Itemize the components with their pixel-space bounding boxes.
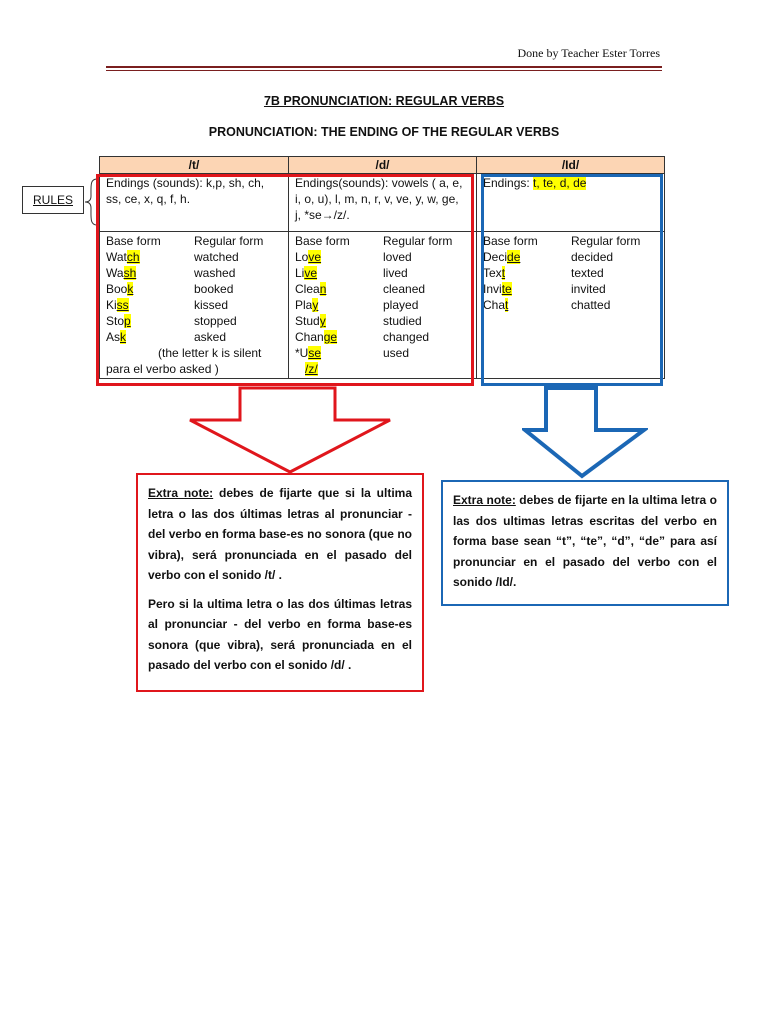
base-form: Text (483, 266, 506, 280)
base-form: Chat (483, 298, 509, 312)
extra-note-label: Extra note: (453, 493, 516, 507)
base-form: Live (295, 266, 318, 280)
ending-highlight: de (507, 250, 521, 264)
regular-form: kissed (194, 298, 229, 312)
regular-form: asked (194, 330, 227, 344)
header-rule (106, 66, 662, 68)
regular-form: loved (383, 250, 412, 264)
extra-note-label: Extra note: (148, 486, 214, 500)
regular-form: lived (383, 266, 408, 280)
base-form: *Use (295, 346, 322, 360)
z-sound-label: /z/ (305, 362, 318, 376)
endings-id-highlight: t, te, d, de (533, 176, 587, 190)
extra-note-id: Extra note: debes de fijarte en la ultima letra o las dos ultimas letras escritas del verbo en forma base sean “t”, “te”, “d”, “de” para así pronunciar en el pasado del verbo con el sonido /Id/. (441, 480, 729, 606)
ending-highlight: k (127, 282, 134, 296)
table-header-row (100, 157, 665, 174)
verb-list: Base form Regular form Decide decided Text texted Invite invited Chat chatted (483, 233, 658, 313)
base-form: Watch (106, 250, 140, 264)
ending-highlight: ve (304, 266, 318, 280)
base-form: Ask (106, 330, 127, 344)
extra-note-voiced-voiceless: Extra note: debes de fijarte que si la ultima letra o las dos últimas letras al pronunciar - del verbo en forma base-es no sonora (que no vibra), será pronunciada en el pasado del verbo con el sonido /t/ . Pero si la ultima letra o las dos últimas letras al pronunciar - del verbo en forma base-es sonora (que vibra), será pronunciada en el pasado del verbo con el sonido /d/ . (136, 473, 424, 692)
ending-highlight: ss (116, 298, 129, 312)
base-form: Love (295, 250, 322, 264)
regular-form: invited (571, 282, 606, 296)
ending-highlight: ch (126, 250, 140, 264)
ending-highlight: ve (308, 250, 322, 264)
ending-highlight: t (505, 298, 509, 312)
heading-id: /Id/ (477, 157, 665, 174)
base-form: Invite (483, 282, 512, 296)
regular-form: decided (571, 250, 614, 264)
ending-highlight: se (308, 346, 322, 360)
verb-list: Base form Regular form Love loved Live lived Clean cleaned Play played Study studied Change changed *Use used (295, 233, 470, 361)
endings-id: Endings: t, te, d, de (477, 174, 665, 232)
regular-form: studied (383, 314, 422, 328)
heading-d: /d/ (289, 157, 477, 174)
regular-form: texted (571, 266, 604, 280)
regular-form: cleaned (383, 282, 426, 296)
rules-label: RULES (22, 186, 84, 214)
base-form: Wash (106, 266, 137, 280)
verbs-t (100, 232, 289, 379)
ending-highlight: ge (323, 330, 338, 344)
author-credit: Done by Teacher Ester Torres (517, 46, 660, 60)
endings-t: Endings (sounds): k,p, sh, ch, ss, ce, x, q, f, h. (100, 174, 289, 232)
ending-highlight: k (120, 330, 127, 344)
ending-highlight: y (319, 314, 326, 328)
base-form: Stop (106, 314, 131, 328)
red-down-arrow-icon (186, 386, 396, 476)
regular-form: washed (194, 266, 236, 280)
curly-brace-icon (84, 178, 98, 226)
silent-k-note-2: para el verbo asked ) (106, 362, 219, 376)
base-form: Change (295, 330, 338, 344)
ending-highlight: n (319, 282, 327, 296)
regular-form: used (383, 346, 410, 360)
ending-highlight: te (501, 282, 512, 296)
ending-highlight: t (501, 266, 506, 280)
ending-highlight: sh (123, 266, 137, 280)
base-form: Book (106, 282, 134, 296)
regular-form: stopped (194, 314, 237, 328)
base-form: Kiss (106, 298, 129, 312)
verbs-d (289, 232, 477, 379)
regular-form: played (383, 298, 419, 312)
ending-highlight: p (124, 314, 131, 328)
endings-d: Endings(sounds): vowels ( a, e, i, o, u), l, m, n, r, v, ve, y, w, ge, j, *se→/z/. (289, 174, 477, 232)
verbs-id (477, 232, 665, 379)
base-form: Study (295, 314, 326, 328)
endings-row (100, 174, 665, 232)
base-form: Play (295, 298, 319, 312)
blue-down-arrow-icon (522, 386, 648, 480)
verbs-row (100, 232, 665, 379)
header-rule-thin (106, 70, 662, 71)
verb-pronunciation-table (99, 156, 665, 379)
base-form: Clean (295, 282, 327, 296)
regular-form: chatted (571, 298, 611, 312)
page-subtitle: PRONUNCIATION: THE ENDING OF THE REGULAR VERBS (208, 125, 560, 139)
regular-form: changed (383, 330, 430, 344)
base-form: Decide (483, 250, 521, 264)
regular-form: booked (194, 282, 234, 296)
page-title: 7B PRONUNCIATION: REGULAR VERBS (263, 94, 505, 108)
silent-k-note: (the letter k is silent (158, 346, 262, 360)
regular-form: watched (194, 250, 239, 264)
heading-t: /t/ (100, 157, 289, 174)
verb-list: Base form Regular form Watch watched Wash washed Book booked Kiss kissed Stop stopped Ask asked (106, 233, 282, 345)
ending-highlight: y (312, 298, 319, 312)
